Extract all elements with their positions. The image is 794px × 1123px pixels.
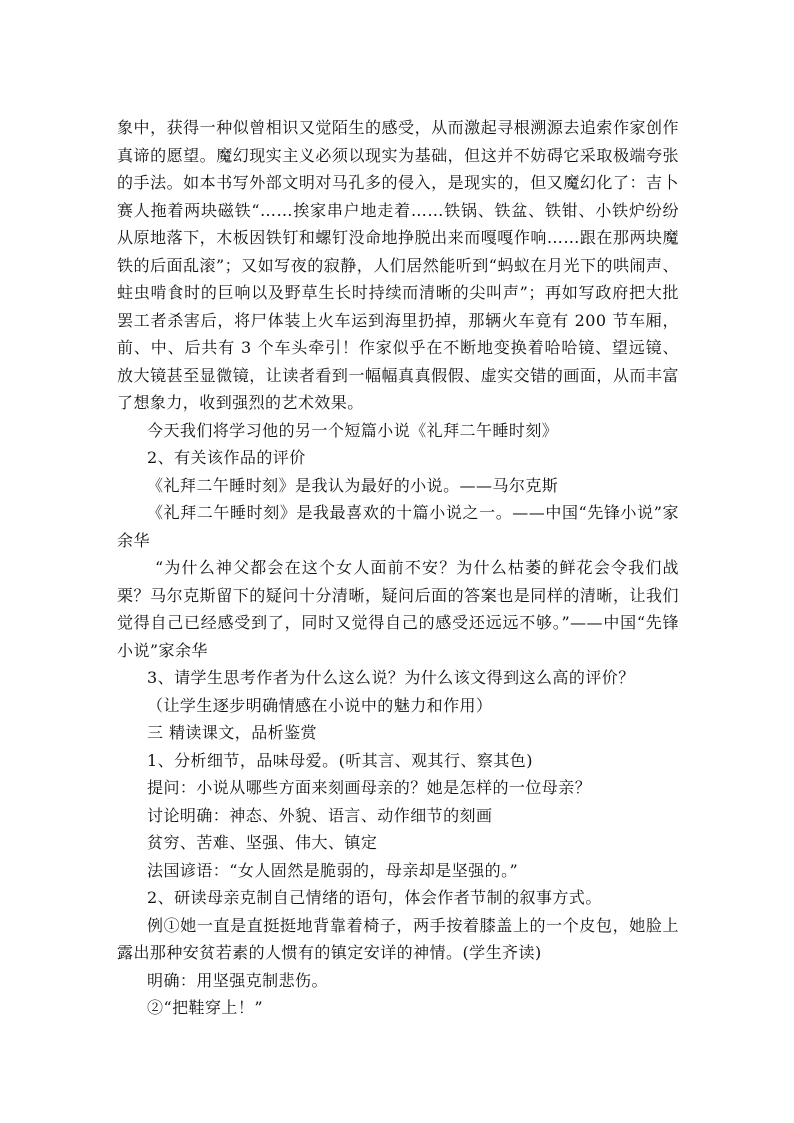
clarify-1: 明确：用坚强克制悲伤。	[147, 970, 328, 990]
item-analyze-details: 1、分析细节，品味母爱。(听其言、观其行、察其色)	[147, 750, 533, 770]
document-body	[117, 114, 679, 1022]
quote-marquez: 《礼拜二午睡时刻》是我认为最好的小说。——马尔克斯	[147, 475, 559, 495]
example-1: 例①她一直是直挺挺地背靠着椅子，两手按着膝盖上的一个皮包，她脸上露出那种安贫若素的人惯有的镇定安详的神情。(学生齐读)	[117, 915, 679, 962]
heading-evaluation: 2、有关该作品的评价	[147, 448, 306, 467]
paragraph-intro-magic-realism: 象中，获得一种似曾相识又觉陌生的感受，从而激起寻根溯源去追索作家创作真谛的愿望。魔幻现实主义必须以现实为基础，但这并不妨碍它采取极端夸张的手法。如本书写外部文明对马孔多的侵入，是现实的，但又魔幻化了：吉卜赛人拖着两块磁铁“……挨家串户地走着……铁锅、铁盆、铁钳、小铁炉纷纷从原地落下，木板因铁钉和螺钉没命地挣脱出来而嘎嘎作响……跟在那两块魔铁的后面乱滚”；又如写夜的寂静，人们居然能听到“蚂蚁在月光下的哄闹声、蛀虫啃食时的巨响以及野草生长时持续而清晰的尖叫声”；再如写政府把大批罢工者杀害后，将尸体装上火车运到海里扔掉，那辆火车竟有 200 节车厢，前、中、后共有 3 个车头牵引！作家似乎在不断地变换着哈哈镜、望远镜、放大镜甚至显微镜，让读者看到一幅幅真真假假、虚实交错的画面，从而丰富了想象力，收到强烈的艺术效果。	[117, 118, 679, 412]
heading-close-reading: 三 精读课文，品析鉴赏	[147, 723, 318, 742]
discussion-clarify: 讨论明确：神态、外貌、语言、动作细节的刻画	[147, 805, 493, 825]
traits-list: 贫穷、苦难、坚强、伟大、镇定	[147, 833, 378, 852]
note-emotion-role: （让学生逐步明确情感在小说中的魅力和作用）	[147, 695, 493, 715]
question-students-think: 3、请学生思考作者为什么这么说？为什么该文得到这么高的评价？	[147, 668, 635, 687]
paragraph-today-lesson: 今天我们将学习他的另一个短篇小说《礼拜二午睡时刻》	[147, 420, 559, 440]
question-mother: 提问：小说从哪些方面来刻画母亲的？她是怎样的一位母亲？	[147, 778, 592, 797]
item-study-restraint: 2、研读母亲克制自己情绪的语句，体会作者节制的叙事方式。	[147, 888, 602, 907]
quote-yuhua-2: “为什么神父都会在这个女人面前不安？为什么枯萎的鲜花会令我们战栗？马尔克斯留下的疑问十分清晰，疑问后面的答案也是同样的清晰，让我们觉得自己已经感受到了，同时又觉得自己的感受还远远不够。”——中国“先锋小说”家余华	[117, 558, 679, 660]
example-2: ②“把鞋穿上！”	[147, 998, 263, 1017]
french-proverb: 法国谚语：“女人固然是脆弱的，母亲却是坚强的。”	[147, 860, 519, 880]
quote-yuhua-1: 《礼拜二午睡时刻》是我最喜欢的十篇小说之一。——中国“先锋小说”家余华	[117, 503, 679, 550]
